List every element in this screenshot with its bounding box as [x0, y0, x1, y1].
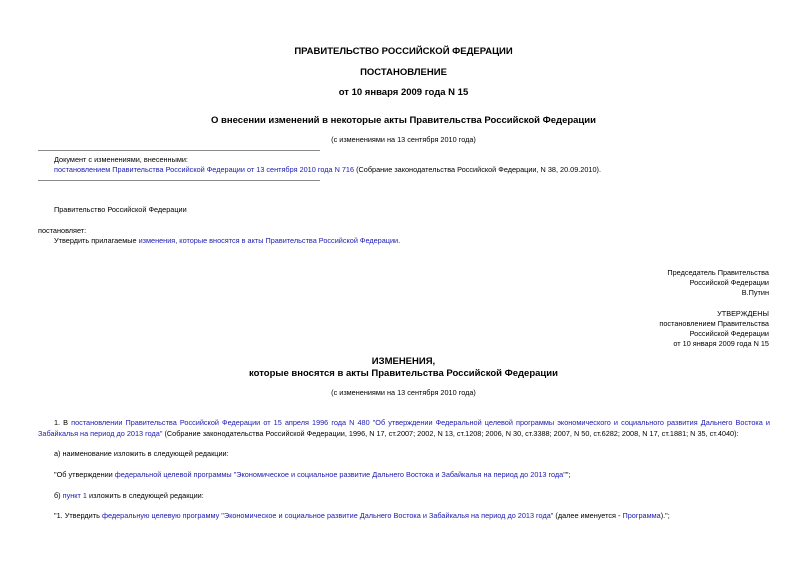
approve-pre: Утвердить прилагаемые: [54, 236, 139, 245]
gov-subject: Правительство Российской Федерации: [54, 205, 187, 214]
amend-note-link[interactable]: постановлением Правительства Российской Федерации от 13 сентября 2010 года N 716: [54, 165, 355, 174]
quote-b-link2[interactable]: Программа: [622, 511, 661, 520]
sub-b-post: изложить в следующей редакции:: [86, 491, 204, 500]
approved-line1: УТВЕРЖДЕНЫ: [717, 309, 769, 318]
changes-title: ИЗМЕНЕНИЯ,: [371, 356, 436, 367]
sub-a: а) наименование изложить в следующей редакции:: [54, 449, 229, 458]
approve-link[interactable]: изменения, которые вносятся в акты Правительства Российской Федерации: [138, 236, 399, 245]
approve-line: [54, 236, 400, 245]
signature-line1: Председатель Правительства: [667, 268, 769, 277]
doc-date-number: от 10 января 2009 года N 15: [338, 87, 469, 98]
changes-revision: (с изменениями на 13 сентября 2010 года): [331, 388, 476, 397]
sub-b: [54, 491, 204, 500]
quote-b-post: ).";: [660, 511, 670, 520]
doc-type-heading: ПОСТАНОВЛЕНИЕ: [360, 67, 447, 78]
org-heading: ПРАВИТЕЛЬСТВО РОССИЙСКОЙ ФЕДЕРАЦИИ: [294, 46, 513, 57]
item-1-pre: 1. В: [54, 418, 72, 427]
amend-note-source: (Собрание законодательства Российской Федерации, N 38, 20.09.2010).: [354, 165, 601, 174]
item-1-link[interactable]: постановлении Правительства Российской Федерации от 15 апреля 1996 года N 480 "Об утверждении Федеральной целевой программы экономического и социального развития Дальнего Востока и Забайкалья на период до 2013 года": [38, 418, 770, 438]
quote-b-pre: "1. Утвердить: [54, 511, 102, 520]
sub-b-pre: б): [54, 491, 63, 500]
revision-note: (с изменениями на 13 сентября 2010 года): [331, 135, 476, 144]
decides: постановляет:: [38, 226, 87, 235]
signature-name: В.Путин: [741, 288, 769, 297]
quote-a: [54, 470, 570, 479]
item-1-post: (Собрание законодательства Российской Федерации, 1996, N 17, ст.2007; 2002, N 13, ст.1208; 2006, N 30, ст.3388; 2007, N 50, ст.6282; 2008, N 17, ст.1881; N 35, ст.4040):: [162, 429, 739, 438]
changes-subtitle: которые вносятся в акты Правительства Российской Федерации: [249, 368, 558, 379]
amend-note-line: [54, 165, 601, 174]
signature-line2: Российской Федерации: [689, 278, 769, 287]
quote-b: [54, 511, 670, 520]
doc-title: О внесении изменений в некоторые акты Правительства Российской Федерации: [211, 115, 596, 126]
quote-b-mid: (далее именуется -: [553, 511, 623, 520]
divider-top: [38, 150, 320, 151]
sub-b-link[interactable]: пункт 1: [62, 491, 87, 500]
quote-a-post: ";: [565, 470, 571, 479]
quote-b-link[interactable]: федеральную целевую программу "Экономическое и социальное развитие Дальнего Востока и Забайкалья на период до 2013 года": [101, 511, 554, 520]
approved-line2: постановлением Правительства: [659, 319, 769, 328]
amend-note-label: Документ с изменениями, внесенными:: [54, 155, 188, 164]
divider-bottom: [38, 180, 320, 181]
item-1: [38, 417, 770, 439]
approved-line3: Российской Федерации: [689, 329, 769, 338]
approve-post: .: [398, 236, 401, 245]
approved-line4: от 10 января 2009 года N 15: [673, 339, 769, 348]
quote-a-link[interactable]: федеральной целевой программы "Экономическое и социальное развитие Дальнего Востока и Забайкалья на период до 2013 года": [114, 470, 566, 479]
quote-a-pre: "Об утверждении: [54, 470, 115, 479]
